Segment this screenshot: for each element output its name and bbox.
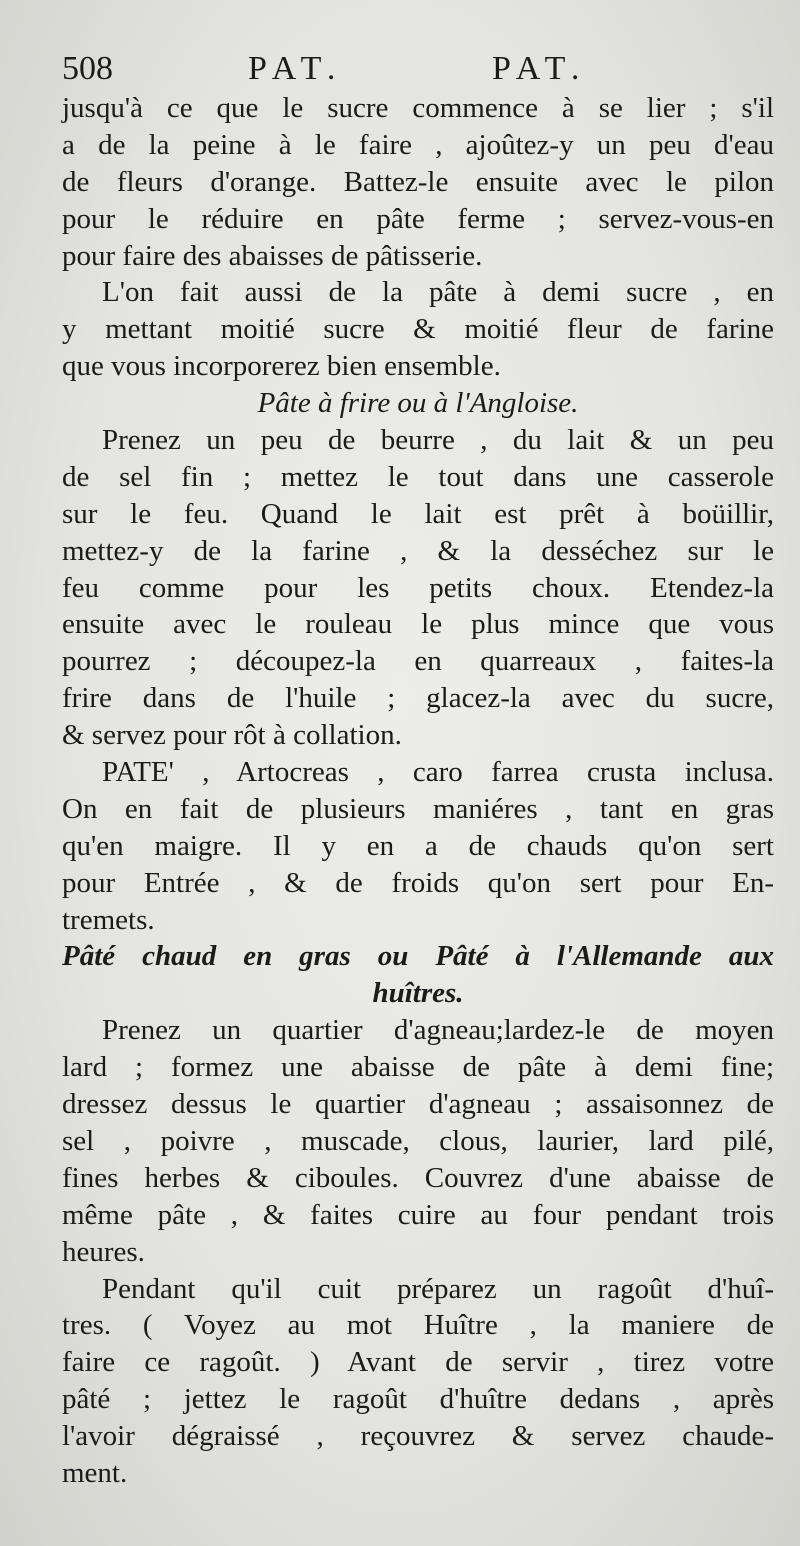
- text-line: Prenez un quartier d'agneau;lardez-le de moyen: [102, 1014, 774, 1047]
- text-line: que vous incorporerez bien ensemble.: [62, 350, 501, 383]
- text-line: l'avoir dégraissé , reçouvrez & servez chaude-: [62, 1420, 774, 1453]
- text-line: frire dans de l'huile ; glacez-la avec du sucre,: [62, 682, 774, 715]
- text-line: On en fait de plusieurs maniéres , tant en gras: [62, 792, 774, 825]
- text-line: L'on fait aussi de la pâte à demi sucre , en: [102, 276, 774, 309]
- text-line: fines herbes & ciboules. Couvrez d'une abaisse de: [62, 1161, 774, 1194]
- text-line: Pendant qu'il cuit préparez un ragoût d'huî-: [102, 1272, 774, 1305]
- text-line: sur le feu. Quand le lait est prêt à boüillir,: [62, 497, 774, 530]
- text-line: y mettant moitié sucre & moitié fleur de farine: [62, 313, 774, 346]
- text-line: de sel fin ; mettez le tout dans une casserole: [62, 460, 774, 493]
- text-line: sel , poivre , muscade, clous, laurier, lard pilé,: [62, 1124, 774, 1157]
- running-head-right: PAT.: [492, 50, 588, 87]
- text-line: tres. ( Voyez au mot Huître , la maniere de: [62, 1309, 774, 1342]
- text-line: feu comme pour les petits choux. Etendez-la: [62, 571, 774, 604]
- text-line: pour Entrée , & de froids qu'on sert pour En-: [62, 866, 774, 899]
- text-line: PATE' , Artocreas , caro farrea crusta inclusa.: [102, 756, 774, 789]
- text-line: lard ; formez une abaisse de pâte à demi fine;: [62, 1051, 774, 1084]
- body-text: [62, 90, 774, 1492]
- text-line: & servez pour rôt à collation.: [62, 719, 402, 752]
- text-line: ensuite avec le rouleau le plus mince que vous: [62, 608, 774, 641]
- text-line: pourrez ; découpez-la en quarreaux , faites-la: [62, 645, 774, 678]
- text-line: de fleurs d'orange. Battez-le ensuite avec le pilon: [62, 165, 774, 198]
- page-header: [62, 44, 762, 94]
- text-line: même pâte , & faites cuire au four pendant trois: [62, 1198, 774, 1231]
- text-line: tremets.: [62, 903, 155, 936]
- text-line: huîtres.: [372, 977, 464, 1010]
- text-line: Pâte à frire ou à l'Angloise.: [257, 387, 579, 420]
- text-line: heures.: [62, 1235, 145, 1268]
- text-line: pour faire des abaisses de pâtisserie.: [62, 239, 483, 272]
- text-line: qu'en maigre. Il y en a de chauds qu'on sert: [62, 829, 774, 862]
- running-head-left: PAT.: [248, 50, 344, 87]
- text-line: a de la peine à le faire , ajoûtez-y un peu d'eau: [62, 128, 774, 161]
- text-line: mettez-y de la farine , & la desséchez sur le: [62, 534, 774, 567]
- text-line: ment.: [62, 1456, 128, 1489]
- text-line: faire ce ragoût. ) Avant de servir , tirez votre: [62, 1346, 774, 1379]
- text-line: dressez dessus le quartier d'agneau ; assaisonnez de: [62, 1088, 774, 1121]
- page-number: 508: [62, 50, 113, 87]
- text-line: Prenez un peu de beurre , du lait & un peu: [102, 424, 774, 457]
- text-line: pour le réduire en pâte ferme ; servez-vous-en: [62, 202, 774, 235]
- text-line: pâté ; jettez le ragoût d'huître dedans , après: [62, 1383, 774, 1416]
- text-line: jusqu'à ce que le sucre commence à se lier ; s'il: [62, 92, 774, 124]
- text-line: Pâté chaud en gras ou Pâté à l'Allemande aux: [62, 940, 774, 973]
